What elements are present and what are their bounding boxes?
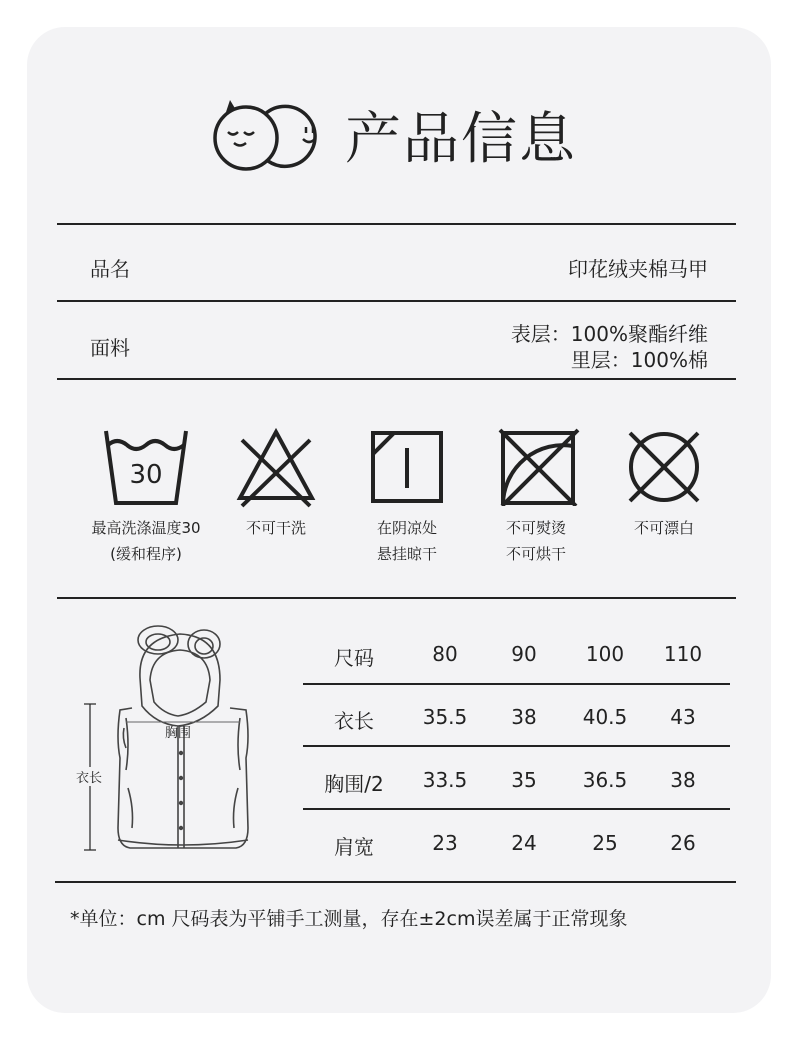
- shade-line-dry-icon: [370, 430, 444, 504]
- wash-temp-text: 30: [129, 460, 163, 490]
- size-header-80: 80: [432, 642, 458, 666]
- no-iron-no-tumble-dry-icon: [498, 428, 580, 506]
- row-length-label: 衣长: [334, 709, 374, 733]
- table-cell: 40.5: [582, 705, 628, 729]
- length-label: 衣长: [76, 767, 102, 786]
- care-label-line-dry: 在阴凉处 悬挂晾干: [376, 519, 437, 563]
- divider: [57, 300, 736, 302]
- table-cell: 25: [592, 831, 618, 855]
- page-title: 产品信息: [345, 107, 577, 172]
- table-divider: [303, 745, 730, 747]
- care-label-wash: 最高洗涤温度30 (缓和程序): [91, 519, 201, 563]
- divider: [57, 597, 736, 599]
- table-cell: 36.5: [582, 768, 628, 792]
- size-header-90: 90: [511, 642, 537, 666]
- product-name-value: 印花绒夹棉马甲: [568, 257, 708, 281]
- table-divider: [303, 683, 730, 685]
- care-label-iron: 不可熨烫 不可烘干: [505, 519, 566, 563]
- size-header-110: 110: [663, 642, 703, 666]
- product-name-label: 品名: [90, 257, 130, 281]
- table-cell: 24: [511, 831, 537, 855]
- care-label-dry-clean: 不可干洗: [245, 519, 306, 537]
- no-dry-clean-icon: [234, 426, 318, 508]
- table-cell: 38: [511, 705, 537, 729]
- table-cell: 26: [670, 831, 696, 855]
- wash-30-gentle-icon: [100, 425, 192, 509]
- no-bleach-icon: [624, 427, 704, 507]
- row-chest-label: 胸围/2: [324, 772, 384, 796]
- table-cell: 23: [432, 831, 458, 855]
- row-shoulder-label: 肩宽: [334, 835, 374, 859]
- divider: [57, 223, 736, 225]
- fabric-inner-value: 里层：100%棉: [570, 348, 708, 372]
- size-header-label: 尺码: [334, 646, 374, 670]
- table-cell: 43: [670, 705, 696, 729]
- brand-logo-icon: [210, 96, 330, 176]
- fabric-outer-value: 表层：100%聚酯纤维: [510, 322, 708, 346]
- table-cell: 33.5: [422, 768, 468, 792]
- table-divider: [303, 808, 730, 810]
- measurement-note: *单位：cm 尺码表为平铺手工测量，存在±2cm误差属于正常现象: [70, 908, 628, 930]
- care-label-bleach: 不可漂白: [633, 519, 694, 537]
- fabric-label: 面料: [90, 336, 130, 360]
- size-header-100: 100: [585, 642, 625, 666]
- divider: [57, 378, 736, 380]
- table-cell: 35: [511, 768, 537, 792]
- divider: [55, 881, 736, 883]
- table-cell: 38: [670, 768, 696, 792]
- table-cell: 35.5: [422, 705, 468, 729]
- chest-label: 胸围: [165, 726, 192, 741]
